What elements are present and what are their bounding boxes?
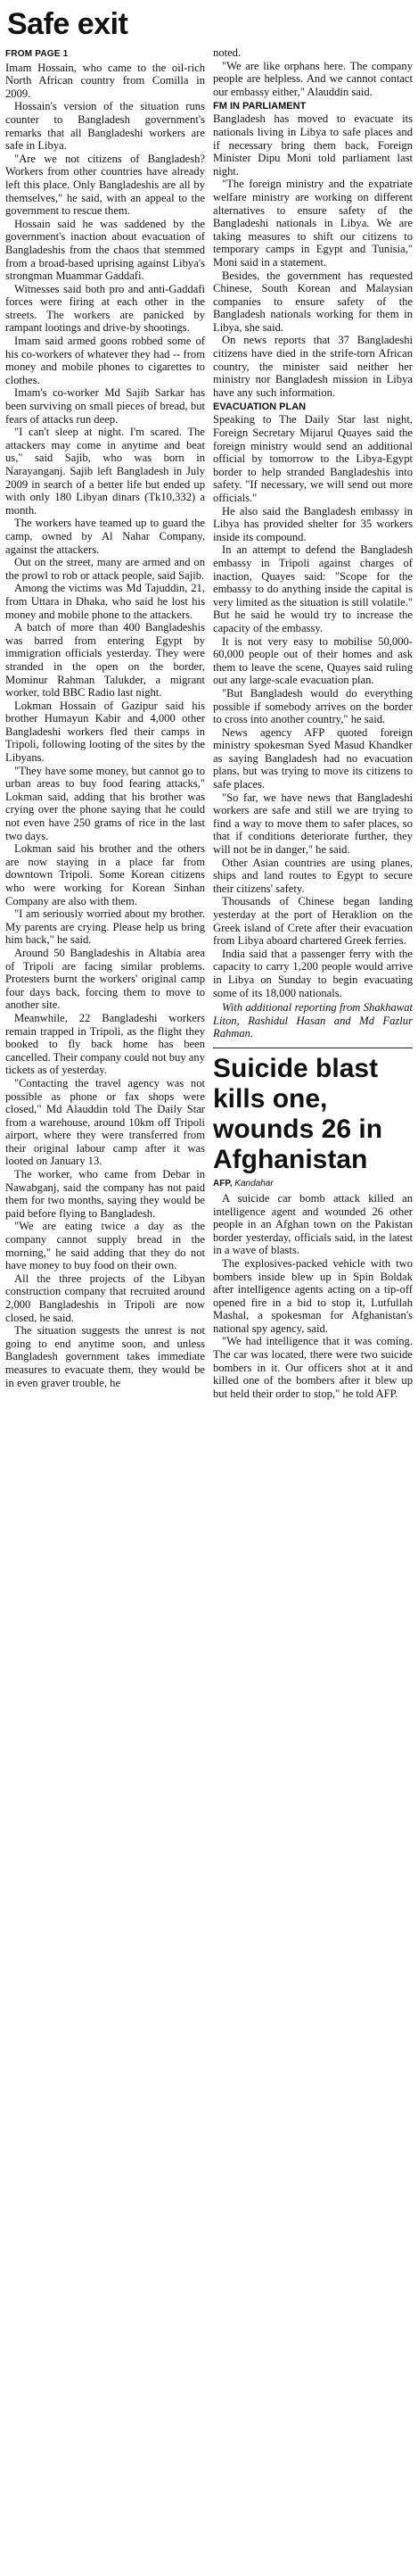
paragraph: A suicide car bomb attack killed an intelligence agent and wounded 26 other people in an Afghan town on the Pakistan border yesterday, officials said, in the latest in a wave of blasts. — [213, 1191, 413, 1257]
paragraph: Lokman said his brother and the others are now staying in a place far from downtown Tripoli. Some Korean citizens who were working for Korean Sinhan Company are also with them. — [5, 842, 205, 907]
article-columns — [5, 46, 413, 1400]
paragraph: Out on the street, many are armed and on the prowl to rob or attack people, said Sajib. — [5, 556, 205, 582]
left-column — [5, 46, 205, 1400]
paragraph: Hossain said he was saddened by the government's inaction about evacuation of Bangladeshis from the chaos that stemmed from a broad-based uprising against Libya's strongman Muammar Gaddafi. — [5, 217, 205, 283]
paragraph: Thousands of Chinese began landing yesterday at the port of Heraklion on the Greek island of Crete after their evacuation from Libya aboard chartered Greek ferries. — [213, 895, 413, 948]
paragraph: Hossain's version of the situation runs counter to Bangladesh government's remarks that all Bangladeshi workers are safe in Libya. — [5, 100, 205, 153]
parliament-paragraphs — [213, 112, 413, 399]
right-column — [213, 46, 413, 1400]
paragraph: Among the victims was Md Tajuddin, 21, from Uttara in Dhaka, who said he lost his money and mobile phone to the attackers. — [5, 582, 205, 621]
paragraph: On news reports that 37 Bangladeshi citizens have died in the strife-torn African country, the minister said neither her ministry nor Bangladesh mission in Libya have any such information. — [213, 334, 413, 399]
left-paragraphs — [5, 100, 205, 1389]
paragraph: "I am seriously worried about my brother. My parents are crying. Please help us bring him back," he said. — [5, 907, 205, 947]
paragraph: The explosives-packed vehicle with two bombers inside blew up in Spin Boldak after intelligence agents acting on a tip-off opened fire in a bid to stop it, Lutfullah Mashal, a spokesman for Afghanistan's national spy agency, said. — [213, 1256, 413, 1335]
paragraph: It is not very easy to mobilise 50,000-60,000 people out of their homes and ask them to leave the scene, Quayes said ruling out any large-scale evacuation plan. — [213, 634, 413, 687]
byline-place: Kandahar — [234, 1178, 274, 1189]
paragraph: noted. — [213, 46, 242, 59]
paragraph: Meanwhile, 22 Bangladeshi workers remain trapped in Tripoli, as the flight they booked to fly back home has been cancelled. Their company could not buy any tickets as of yesterday. — [5, 1011, 205, 1077]
paragraph: Witnesses said both pro and anti-Gaddafi forces were firing at each other in the streets. The workers are panicked by rampant lootings and drive-by shootings. — [5, 282, 205, 335]
paragraph: "We are eating twice a day as the company cannot supply bread in the morning," he said adding that they do not have money to buy food on their own. — [5, 1220, 205, 1272]
paragraph: "The foreign ministry and the expatriate welfare ministry are working on different alternatives to ensure safety of the Bangladeshi nationals in Libya. We are taking measures to shift our citizens to temporary camps in Egypt and Tunisia," Moni said in a statement. — [213, 178, 413, 269]
paragraph: "Are we not citizens of Bangladesh? Workers from other countries have already left this place. Only Bangladeshis are all by themselves," he said, with an appeal to the government to rescue them. — [5, 152, 205, 218]
paragraph: News agency AFP quoted foreign ministry spokesman Syed Masud Khandker as saying Bangladesh had no evacuation plans, but was trying to move its citizens to safe places. — [213, 725, 413, 791]
paragraph: "So far, we have news that Bangladeshi workers are safe and still we are trying to find a way to move them to safer places, so that if conditions deteriorate further, they will not be in danger," he said. — [213, 791, 413, 857]
paragraph: "They have some money, but cannot go to urban areas to buy food fearing attacks," Lokman said, adding that his brother was crying over the phone saying that he could not even have 250 grams of rice in the last two days. — [5, 764, 205, 842]
paragraph: The workers have teamed up to guard the camp, owned by Al Nahar Company, against the attackers. — [5, 517, 205, 556]
paragraph: Besides, the government has requested Chinese, South Korean and Malaysian companies to ensure safety of the Bangladesh nationals working for them in Libya, she said. — [213, 269, 413, 334]
story2-paragraphs — [213, 1192, 413, 1401]
paragraph: "But Bangladesh would do everything possible if somebody arrives on the border to cross into another country," he said. — [213, 686, 413, 726]
paragraph: In an attempt to defend the Bangladesh embassy in Tripoli against charges of inaction, Quayes said: "Scope for the embassy to do anything inside the capital is very limited as the situation is still volatile." But he said he would try to increase the capacity of the embassy. — [213, 543, 413, 634]
paragraph: Other Asian countries are using planes, ships and land routes to Egypt to secure their citizens' safety. — [213, 856, 413, 895]
paragraph: Around 50 Bangladeshis in Altabia area of Tripoli are facing similar problems. Protesters burnt the workers' original camp four days back, forcing them to move to another site. — [5, 946, 205, 1012]
evacuation-paragraphs — [213, 413, 413, 999]
paragraph: "We are like orphans here. The company people are helpless. And we cannot contact our embassy either," Alauddin said. — [213, 59, 413, 98]
paragraph: Lokman Hossain of Gazipur said his brother Humayun Kabir and 4,000 other Bangladeshi workers fled their camps in Tripoli, following looting of the sites by the Libyans. — [5, 699, 205, 765]
subhead-evacuation: EVACUATION PLAN — [213, 402, 307, 413]
paragraph: Speaking to The Daily Star last night, Foreign Secretary Mijarul Quayes said the foreign ministry would send an additional official by tomorrow to the Libya-Egypt border to help stranded Bangladeshis into safety. "If necessary, we will send out more officials." — [213, 413, 413, 504]
paragraph: "I can't sleep at night. I'm scared. The attackers may come in anytime and beat us," said Sajib, who was born in Narayanganj. Sajib left Bangladesh in July 2009 in search of a better life but ended up with only 180 Libyan dinars (Tk10,332) a month. — [5, 426, 205, 517]
paragraph: Imam said armed goons robbed some of his co-workers of whatever they had -- from money and mobile phones to cigarettes to clothes. — [5, 335, 205, 386]
paragraph: The situation suggests the unrest is not going to end anytime soon, and unless Bangladesh government takes immediate measures to evacuate them, they would be in even graver trouble, he — [5, 1324, 205, 1389]
kicker: FROM PAGE 1 — [5, 49, 69, 59]
lead-paragraph — [5, 46, 205, 100]
story2-byline — [213, 1179, 413, 1189]
article-headline: Safe exit — [7, 7, 128, 41]
lead-text: Imam Hossain, who came to the oil-rich North African country from Comilla in 2009. — [5, 61, 205, 100]
subhead-parliament: FM IN PARLIAMENT — [213, 101, 307, 112]
paragraph: All the three projects of the Libyan construction company that recruited around 2,000 Bangladeshis in Tripoli are now closed, he said. — [5, 1271, 205, 1324]
reporting-credit: With additional reporting from Shakhawat Liton, Rashidul Hasan and Md Fazlur Rahman. — [213, 1001, 413, 1040]
byline-agency: AFP, — [213, 1178, 233, 1189]
paragraph: Bangladesh has moved to evacuate its nationals living in Libya to safe places and if necessary bring them back, Foreign Minister Dipu Moni told parliament last night. — [213, 112, 413, 178]
story2-headline: Suicide blast kills one, wounds 26 in Afghanistan — [213, 1053, 383, 1174]
paragraph: Imam's co-worker Md Sajib Sarkar has been surviving on small pieces of bread, but fears of attacks run deep. — [5, 386, 205, 426]
paragraph: "We had intelligence that it was coming. The car was located, there were two suicide bombers in it. Our officers shot at it and killed one of the bombers after it blew up but held their order to stop," he told AFP. — [213, 1335, 413, 1400]
right-paragraphs — [213, 46, 413, 98]
paragraph: A batch of more than 400 Bangladeshis was barred from entering Egypt by immigration officials yesterday. They were stranded in the open on the border, Mominur Rahman Talukder, a migrant worker, told BBC Radio last night. — [5, 621, 205, 700]
paragraph: India said that a passenger ferry with the capacity to carry 1,200 people would arrive in Libya on Sunday to begin evacuating some of its 18,000 nationals. — [213, 947, 413, 999]
paragraph: "Contacting the travel agency was not possible as phone or fax shops were closed," Md Alauddin told The Daily Star from a warehouse, around 10km off Tripoli airport, where they were transferred from their original labour camp after it was looted on January 13. — [5, 1076, 205, 1168]
paragraph: The worker, who came from Debar in Nawabganj, said the company has not paid them for two months, saying they would be paid before flying to Bangladesh. — [5, 1168, 205, 1220]
paragraph: He also said the Bangladesh embassy in Libya has provided shelter for 35 workers inside its compound. — [213, 504, 413, 543]
